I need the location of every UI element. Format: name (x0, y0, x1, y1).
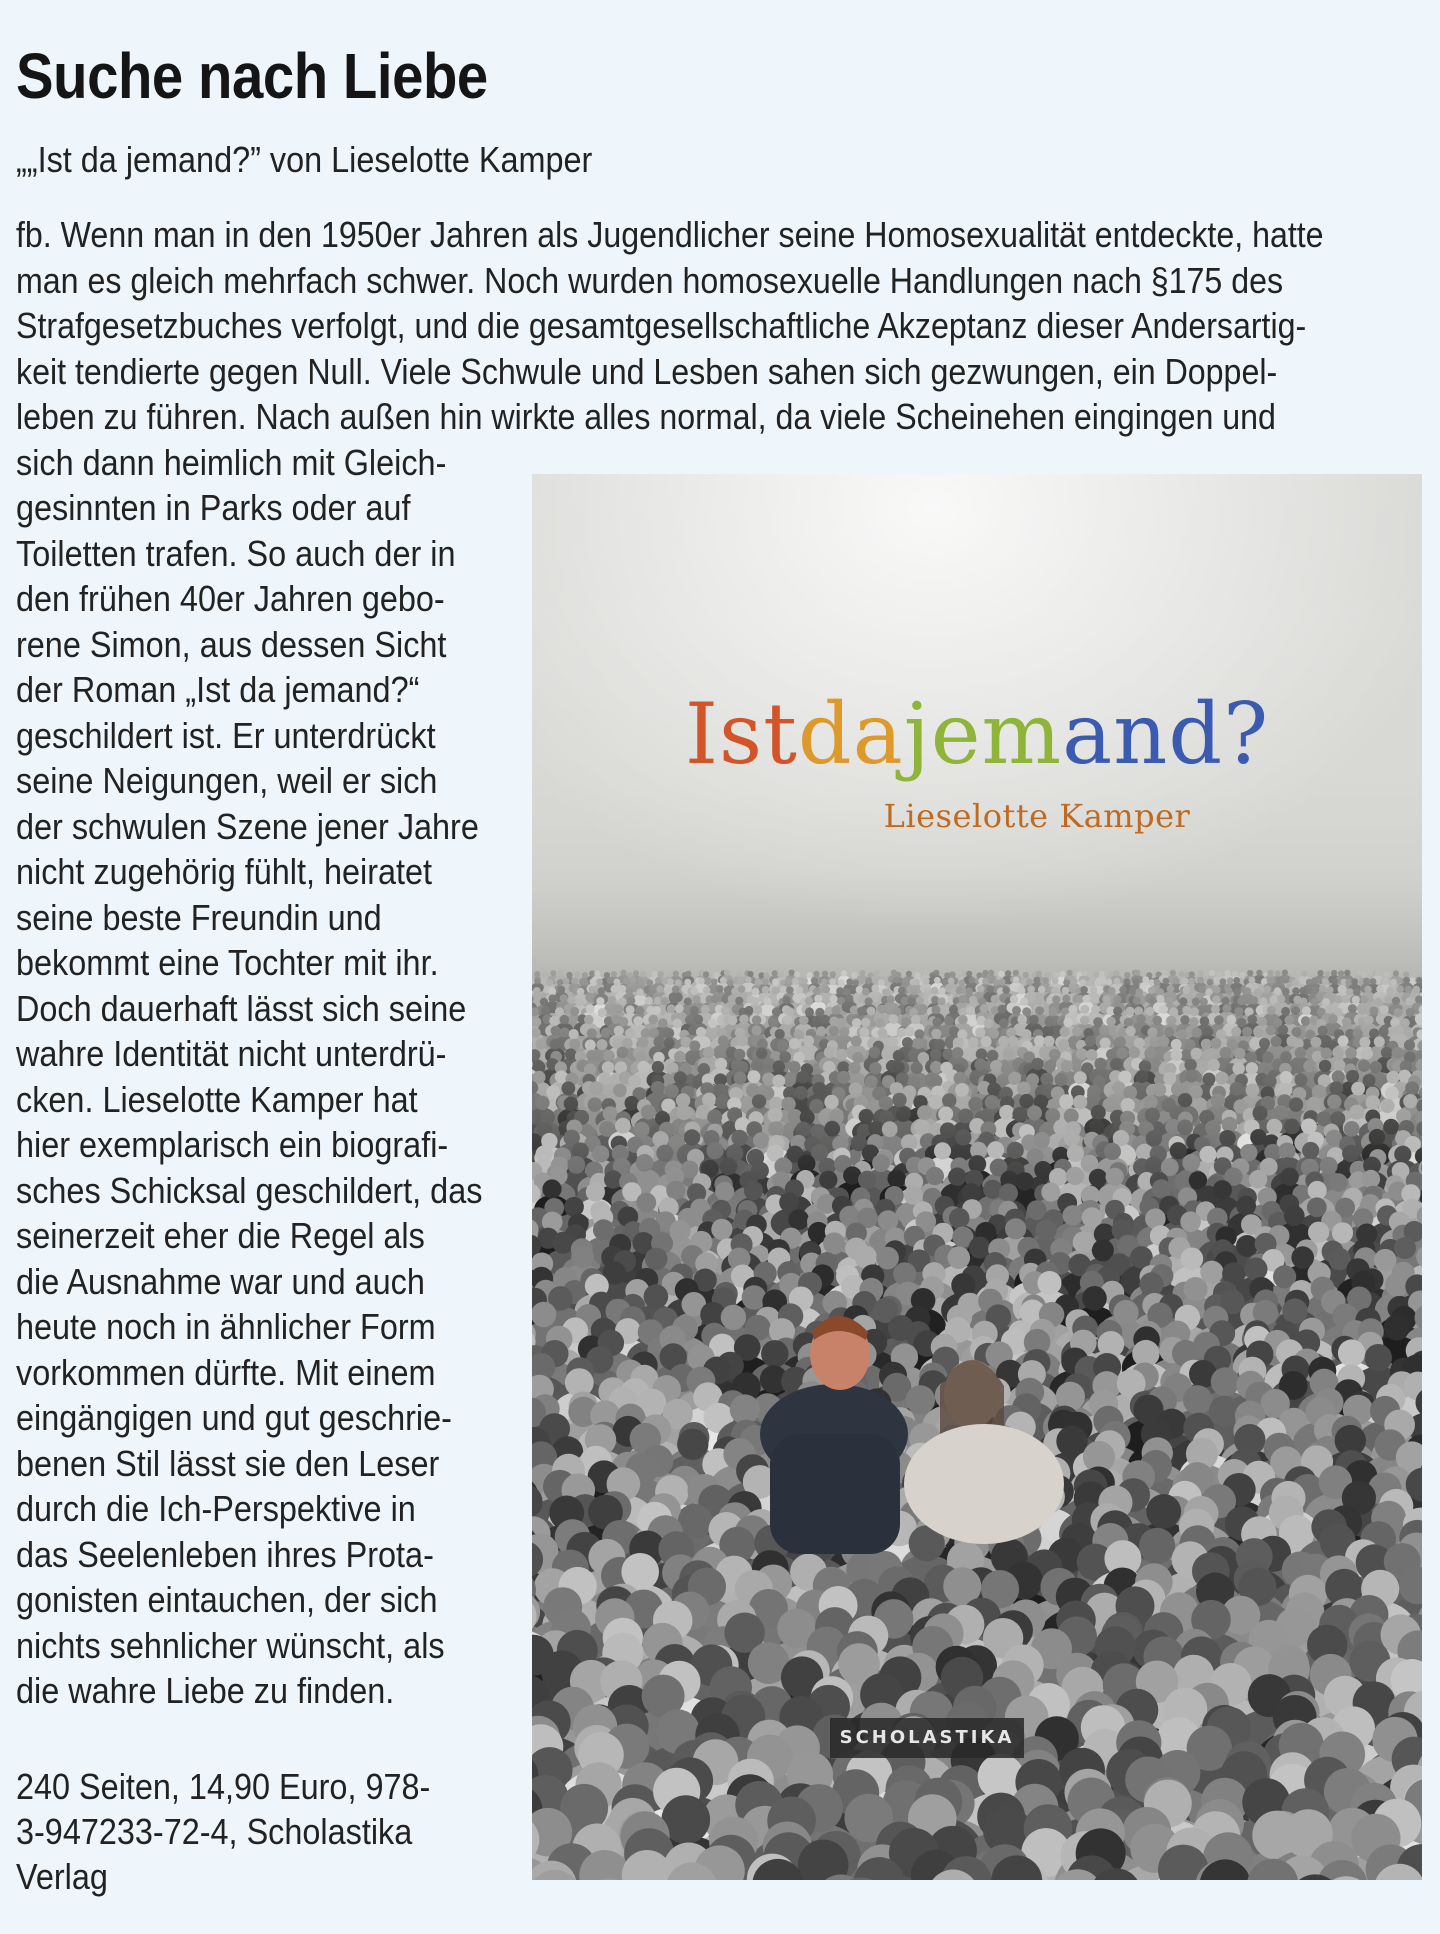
book-info-line: 240 Seiten, 14,90 Euro, 978- (16, 1766, 431, 1807)
body-line: wahre Identität nicht unterdrü- (16, 1033, 447, 1074)
body-line: nicht zugehörig fühlt, heiratet (16, 851, 433, 892)
body-line: sich dann heimlich mit Gleich- (16, 441, 447, 483)
body-line: Doch dauerhaft lässt sich seine (16, 987, 467, 1029)
body-line: gesinnten in Parks oder auf (16, 487, 411, 528)
body-line: den frühen 40er Jahren gebo- (16, 578, 445, 619)
body-line: das Seelenleben ihres Prota- (16, 1533, 434, 1575)
body-line: fb. Wenn man in den 1950er Jahren als Jugendlicher seine Homosexualität entdeckte, hatte (16, 214, 1324, 255)
body-line: seinerzeit eher die Regel als (16, 1215, 425, 1256)
body-line: der schwulen Szene jener Jahre (16, 805, 479, 847)
book-cover-image (532, 474, 1422, 1880)
body-line: seine beste Freundin und (16, 896, 382, 938)
body-line: die wahre Liebe zu finden. (16, 1670, 395, 1711)
body-line: vorkommen dürfte. Mit einem (16, 1351, 436, 1393)
body-line: der Roman „Ist da jemand?“ (16, 669, 420, 710)
body-line: leben zu führen. Nach außen hin wirkte alles normal, da viele Scheinehen eingingen und (16, 396, 1276, 437)
body-line: Strafgesetzbuches verfolgt, und die gesamtgesellschaftliche Akzeptanz dieser Andersartig- (16, 305, 1307, 346)
body-line: gonisten eintauchen, der sich (16, 1579, 438, 1620)
book-info-line: Verlag (16, 1856, 108, 1897)
book-info-line: 3-947233-72-4, Scholastika (16, 1811, 413, 1852)
body-full-width (16, 212, 1440, 440)
body-line: Toiletten trafen. So auch der in (16, 532, 456, 574)
body-line: hier exemplarisch ein biografi- (16, 1124, 449, 1165)
body-line: heute noch in ähnlicher Form (16, 1306, 436, 1347)
body-line: bekommt eine Tochter mit ihr. (16, 942, 439, 983)
headline: Suche nach Liebe (16, 40, 488, 112)
body-line: sches Schicksal geschildert, das (16, 1169, 483, 1211)
subtitle: „„Ist da jemand?” von Lieselotte Kamper (16, 139, 593, 180)
body-line: rene Simon, aus dessen Sicht (16, 623, 447, 665)
body-line: keit tendierte gegen Null. Viele Schwule und Lesben sahen sich gezwungen, ein Doppel- (16, 350, 1278, 392)
body-line: eingängigen und gut geschrie- (16, 1397, 452, 1438)
body-line: nichts sehnlicher wünscht, als (16, 1624, 445, 1666)
body-line: benen Stil lässt sie den Leser (16, 1442, 440, 1484)
body-line: man es gleich mehrfach schwer. Noch wurden homosexuelle Handlungen nach §175 des (16, 259, 1284, 301)
book-info (16, 1764, 476, 1899)
body-line: durch die Ich-Perspektive in (16, 1488, 416, 1529)
body-line: geschildert ist. Er unterdrückt (16, 714, 436, 756)
body-line: die Ausnahme war und auch (16, 1260, 425, 1302)
body-line: cken. Lieselotte Kamper hat (16, 1078, 418, 1120)
body-line: seine Neigungen, weil er sich (16, 760, 438, 801)
